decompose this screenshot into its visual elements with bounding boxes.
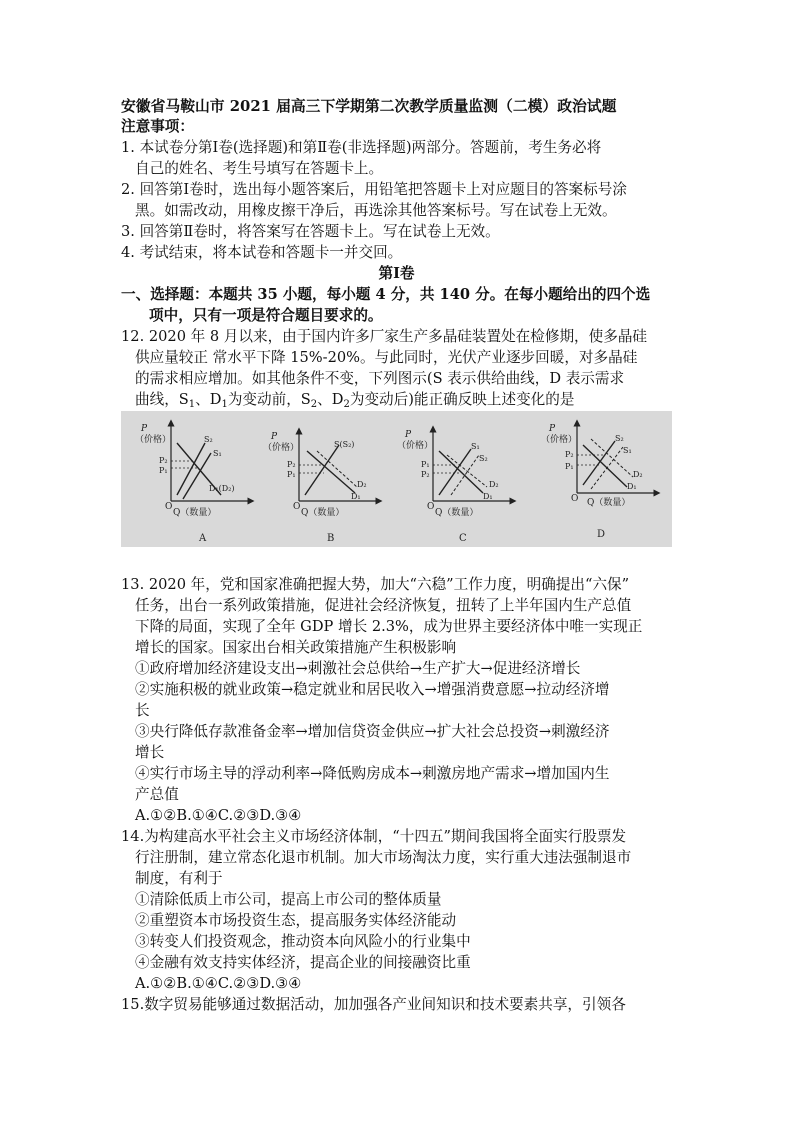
question-12-text: 供应量较正 常水平下降 15%-20%。与此同时，光伏产业逐步回暖，对多晶硅 <box>135 349 638 366</box>
origin-label: O <box>427 502 435 512</box>
curve-label: S₁ <box>213 449 222 458</box>
curve-label: D₂ <box>633 470 643 479</box>
curve-label: S₂ <box>615 434 624 443</box>
notice-line: 4. 考试结束，将本试卷和答题卡一并交回。 <box>121 244 403 261</box>
question-14-text: 14.为构建高水平社会主义市场经济体制，“十四五”期间我国将全面实行股票发 <box>121 828 627 845</box>
graph-panel-d <box>541 423 657 540</box>
axis-price-label: （价格） <box>397 441 434 451</box>
question-13-answers: A.①②B.①④C.②③D.③④ <box>135 807 302 824</box>
option-letter-a: A <box>199 533 207 544</box>
axis-q-label: Q（数量） <box>587 498 631 508</box>
option-letter-c: C <box>459 533 467 544</box>
price-label: P₁ <box>287 470 296 479</box>
question-13-option: ③央行降低存款准备金率→增加信贷资金供应→扩大社会总投资→刺激经济 <box>135 723 610 740</box>
notice-heading: 注意事项： <box>121 118 194 135</box>
section-instruction: 一、选择题：本题共 35 小题，每小题 4 分，共 140 分。在每小题给出的四个选 <box>121 286 651 303</box>
question-12-text: 曲线，$S_1$、$D_1$为变动前，$S_2$、$D_2$为变动后)能正确反映上述变化的是 <box>135 391 575 410</box>
curve-label: S₂ <box>479 454 488 463</box>
price-label: P₁ <box>159 466 168 475</box>
question-13-option: ①政府增加经济建设支出→刺激社会总供给→生产扩大→促进经济增长 <box>135 660 581 677</box>
notice-line: 3. 回答第Ⅱ卷时，将答案写在答题卡上。写在试卷上无效。 <box>121 223 500 240</box>
volume-heading: 第Ⅰ卷 <box>378 265 415 282</box>
price-label: P₂ <box>565 450 574 459</box>
section-instruction-cont: 项中，只有一项是符合题目要求的。 <box>149 307 383 324</box>
axis-p-label: P <box>405 430 412 440</box>
question-12-text: 的需求相应增加。如其他条件不变，下列图示(S 表示供给曲线，D 表示需求 <box>135 370 625 387</box>
supply-demand-figure <box>121 411 672 547</box>
price-label: P₂ <box>421 470 430 479</box>
axis-p-label: P <box>271 432 278 442</box>
curve-label: S(S₂) <box>334 440 355 449</box>
question-14-answers: A.①②B.①④C.②③D.③④ <box>135 975 302 992</box>
question-14-option: ④金融有效支持实体经济，提高企业的间接融资比重 <box>135 954 471 971</box>
origin-label: O <box>571 494 579 504</box>
curve-label: D₁ <box>627 482 637 491</box>
question-13-option: ④实行市场主导的浮动利率→降低购房成本→刺激房地产需求→增加国内生 <box>135 765 610 782</box>
price-label: P₁ <box>421 460 430 469</box>
axis-q-label: Q（数量） <box>435 508 479 518</box>
question-13-text: 下降的局面，实现了全年 GDP 增长 2.3%，成为世界主要经济体中唯一实现正 <box>135 618 643 635</box>
question-13-option: 增长 <box>135 744 165 761</box>
curve-label: D₁ <box>351 492 361 501</box>
option-letter-b: B <box>327 533 335 544</box>
option-letter-d: D <box>597 529 606 540</box>
curve-label: D₂ <box>489 480 499 489</box>
question-14-option: ③转变人们投资观念，推动资本向风险小的行业集中 <box>135 933 471 950</box>
graph-panel-c <box>397 429 513 544</box>
price-label: P₁ <box>565 462 574 471</box>
curve-label: S₁ <box>471 442 480 451</box>
axis-q-label: Q（数量） <box>301 508 345 518</box>
axis-q-label: Q（数量） <box>173 508 217 518</box>
notice-line: 黑。如需改动，用橡皮擦干净后，再选涂其他答案标号。写在试卷上无效。 <box>135 202 617 219</box>
axis-price-label: （价格） <box>135 435 172 445</box>
notice-line: 自己的姓名、考生号填写在答题卡上。 <box>135 160 384 177</box>
question-13-text: 增长的国家。国家出台相关政策措施产生积极影响 <box>135 639 457 656</box>
axis-price-label: （价格） <box>541 435 578 445</box>
curve-label: D₂ <box>357 480 367 489</box>
axis-p-label: P <box>141 424 148 434</box>
question-13-option: 长 <box>135 702 150 719</box>
curve-label: S₂ <box>204 435 213 444</box>
origin-label: O <box>165 502 173 512</box>
curve-label: D₁ <box>483 492 493 501</box>
price-label: P₂ <box>287 460 296 469</box>
price-label: P₂ <box>159 456 168 465</box>
axis-p-label: P <box>549 424 556 434</box>
question-13-text: 13. 2020 年，党和国家准确把握大势，加大“六稳”工作力度，明确提出“六保” <box>121 576 630 593</box>
question-14-text: 行注册制，建立常态化退市机制。加大市场淘汰力度，实行重大违法强制退市 <box>135 849 632 866</box>
axis-price-label: （价格） <box>263 443 300 453</box>
graph-panel-a <box>135 423 251 544</box>
curve-label: D₁(D₂) <box>209 484 235 493</box>
notice-line: 2. 回答第Ⅰ卷时，选出每小题答案后，用铅笔把答题卡上对应题目的答案标号涂 <box>121 181 627 198</box>
exam-title: 安徽省马鞍山市 2021 届高三下学期第二次教学质量监测（二模）政治试题 <box>121 98 617 115</box>
question-14-option: ①清除低质上市公司，提高上市公司的整体质量 <box>135 891 442 908</box>
question-15-text: 15.数字贸易能够通过数据活动，加加强各产业间知识和技术要素共享，引领各 <box>121 996 626 1013</box>
question-12-text: 12. 2020 年 8 月以来，由于国内许多厂家生产多晶硅装置处在检修期，使多晶硅 <box>121 328 648 345</box>
question-13-option: 产总值 <box>135 786 179 803</box>
origin-label: O <box>293 502 301 512</box>
question-14-option: ②重塑资本市场投资生态，提高服务实体经济能动 <box>135 912 457 929</box>
question-13-text: 任务，出台一系列政策措施，促进社会经济恢复，扭转了上半年国内生产总值 <box>135 597 632 614</box>
notice-line: 1. 本试卷分第Ⅰ卷(选择题)和第Ⅱ卷(非选择题)两部分。答题前，考生务必将 <box>121 139 602 156</box>
curve-label: S₁ <box>623 446 632 455</box>
supply-demand-graphs <box>121 411 672 547</box>
graph-panel-b <box>263 431 379 544</box>
question-13-option: ②实施积极的就业政策→稳定就业和居民收入→增强消费意愿→拉动经济增 <box>135 681 610 698</box>
question-14-text: 制度，有利于 <box>135 870 223 887</box>
